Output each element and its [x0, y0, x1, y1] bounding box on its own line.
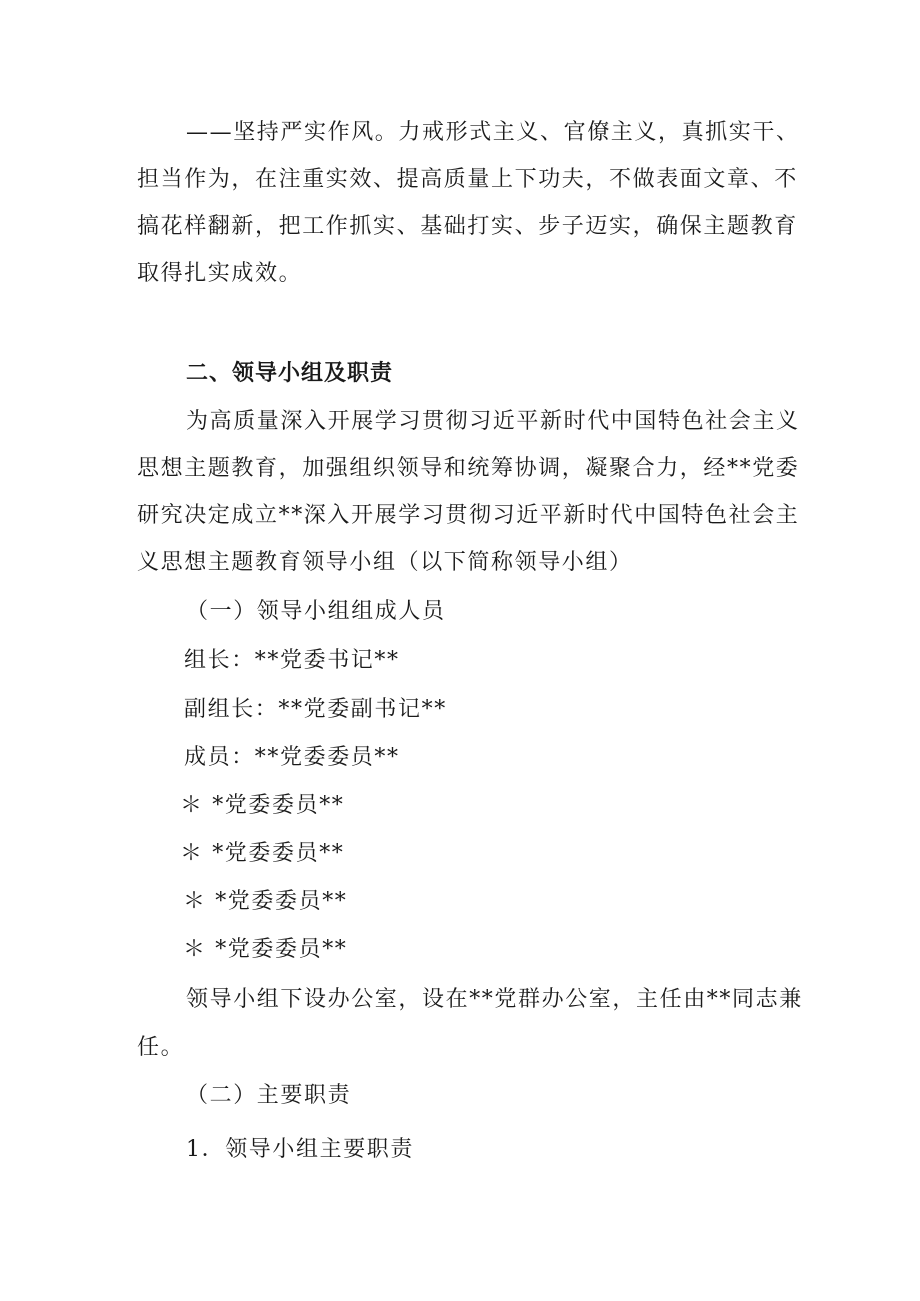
member-member: 成员：**党委委员** — [184, 745, 400, 770]
section-heading: 二、领导小组及职责 — [186, 361, 394, 386]
para-line-4: 义思想主题教育领导小组（以下简称领导小组） — [137, 550, 633, 575]
para-line-2: 思想主题教育，加强组织领导和统筹协调，凝聚合力，经**党委 — [137, 456, 800, 481]
member-extra-2: ＊ *党委委员** — [180, 841, 345, 866]
subheading-duties: （二）主要职责 — [186, 1083, 352, 1108]
office-line-1: 领导小组下设办公室，设在**党群办公室，主任由**同志兼 — [186, 987, 803, 1012]
office-line-2: 任。 — [137, 1035, 185, 1060]
member-deputy: 副组长：**党委副书记** — [184, 697, 447, 722]
intro-line-3: 搞花样翻新，把工作抓实、基础打实、步子迈实，确保主题教育 — [137, 214, 798, 239]
intro-line-2: 担当作为，在注重实效、提高质量上下功夫，不做表面文章、不 — [137, 167, 798, 192]
para-line-3: 研究决定成立**深入开展学习贯彻习近平新时代中国特色社会主 — [137, 503, 800, 528]
member-leader: 组长：**党委书记** — [184, 648, 400, 673]
duty-item-1: 1．领导小组主要职责 — [186, 1137, 414, 1162]
member-extra-4: ＊ *党委委员** — [183, 937, 348, 962]
para-line-1: 为高质量深入开展学习贯彻习近平新时代中国特色社会主义 — [186, 409, 800, 434]
member-extra-3: ＊ *党委委员** — [183, 889, 348, 914]
intro-line-4: 取得扎实成效。 — [137, 261, 303, 286]
intro-line-1: ——坚持严实作风。力戒形式主义、官僚主义，真抓实干、 — [186, 120, 800, 145]
subheading-members: （一）领导小组组成人员 — [186, 599, 446, 624]
member-extra-1: ＊ *党委委员** — [180, 793, 345, 818]
